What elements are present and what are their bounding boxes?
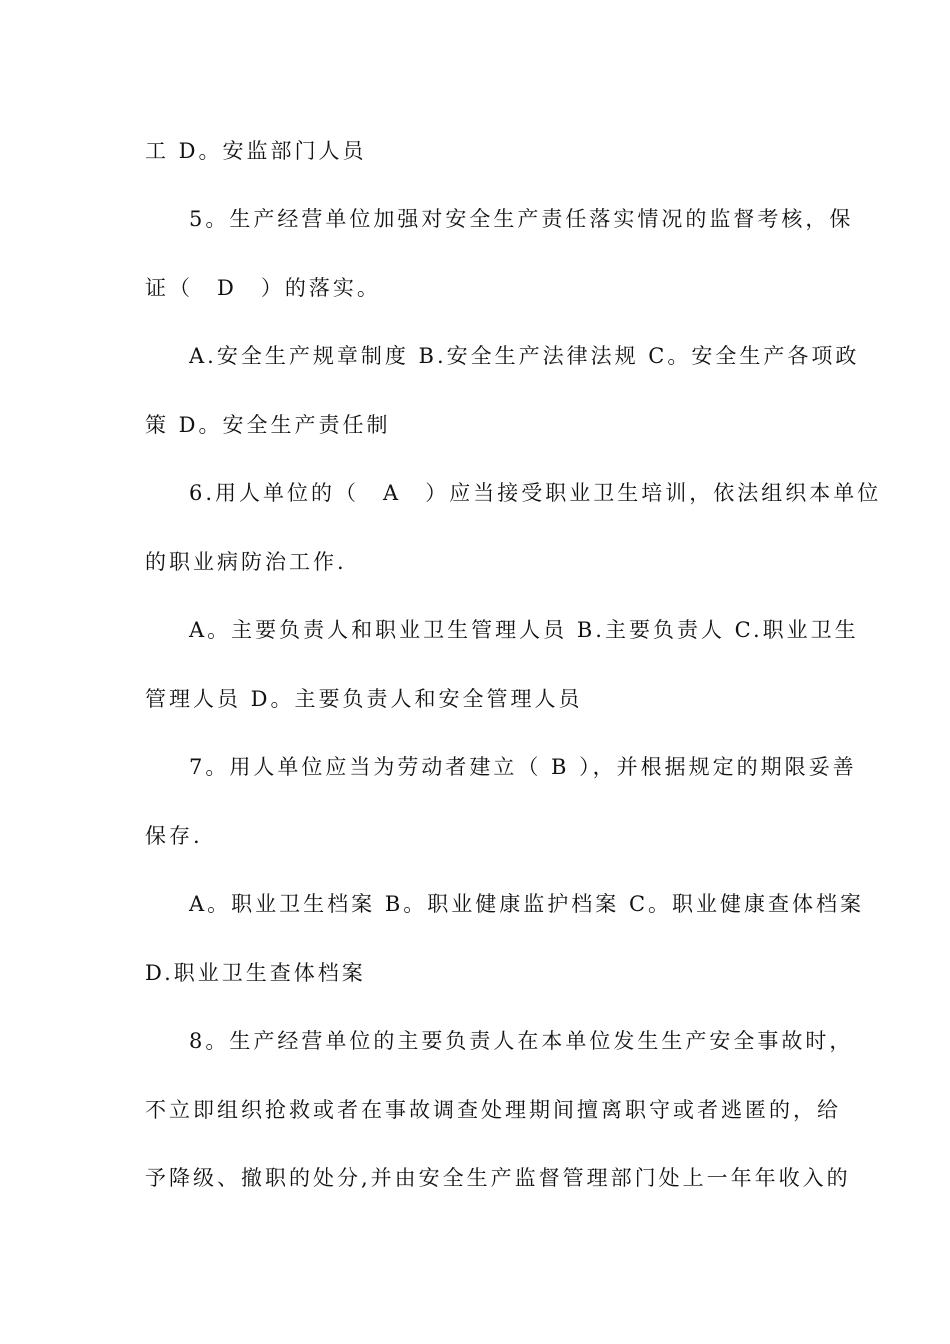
text-line: 予降级、撤职的处分,并由安全生产监督管理部门处上一年年收入的 xyxy=(145,1166,851,1190)
question-6-line: 6.用人单位的（ A ）应当接受职业卫生培训，依法组织本单位 xyxy=(189,481,882,505)
text-line: 工 D。安监部门人员 xyxy=(145,139,367,163)
text-line: 证（ D ）的落实。 xyxy=(145,276,381,300)
options-line: A.安全生产规章制度 B.安全生产法律法规 C。安全生产各项政 xyxy=(189,344,860,368)
question-7-line: 7。用人单位应当为劳动者建立（ B ），并根据规定的期限妥善 xyxy=(189,755,857,779)
question-8-line: 8。生产经营单位的主要负责人在本单位发生生产安全事故时， xyxy=(189,1029,854,1053)
text-line: 保存. xyxy=(145,824,203,848)
question-5-line: 5。生产经营单位加强对安全生产责任落实情况的监督考核，保 xyxy=(189,207,854,231)
text-line: 的职业病防治工作. xyxy=(145,550,347,574)
text-line: 管理人员 D。主要负责人和安全管理人员 xyxy=(145,687,583,711)
options-line: A。主要负责人和职业卫生管理人员 B.主要负责人 C.职业卫生 xyxy=(189,618,859,642)
text-line: 策 D。安全生产责任制 xyxy=(145,413,391,437)
text-line: 不立即组织抢救或者在事故调查处理期间擅离职守或者逃匿的，给 xyxy=(145,1098,841,1122)
text-line: D.职业卫生查体档案 xyxy=(145,961,366,985)
options-line: A。职业卫生档案 B。职业健康监护档案 C。职业健康查体档案 xyxy=(189,892,865,916)
